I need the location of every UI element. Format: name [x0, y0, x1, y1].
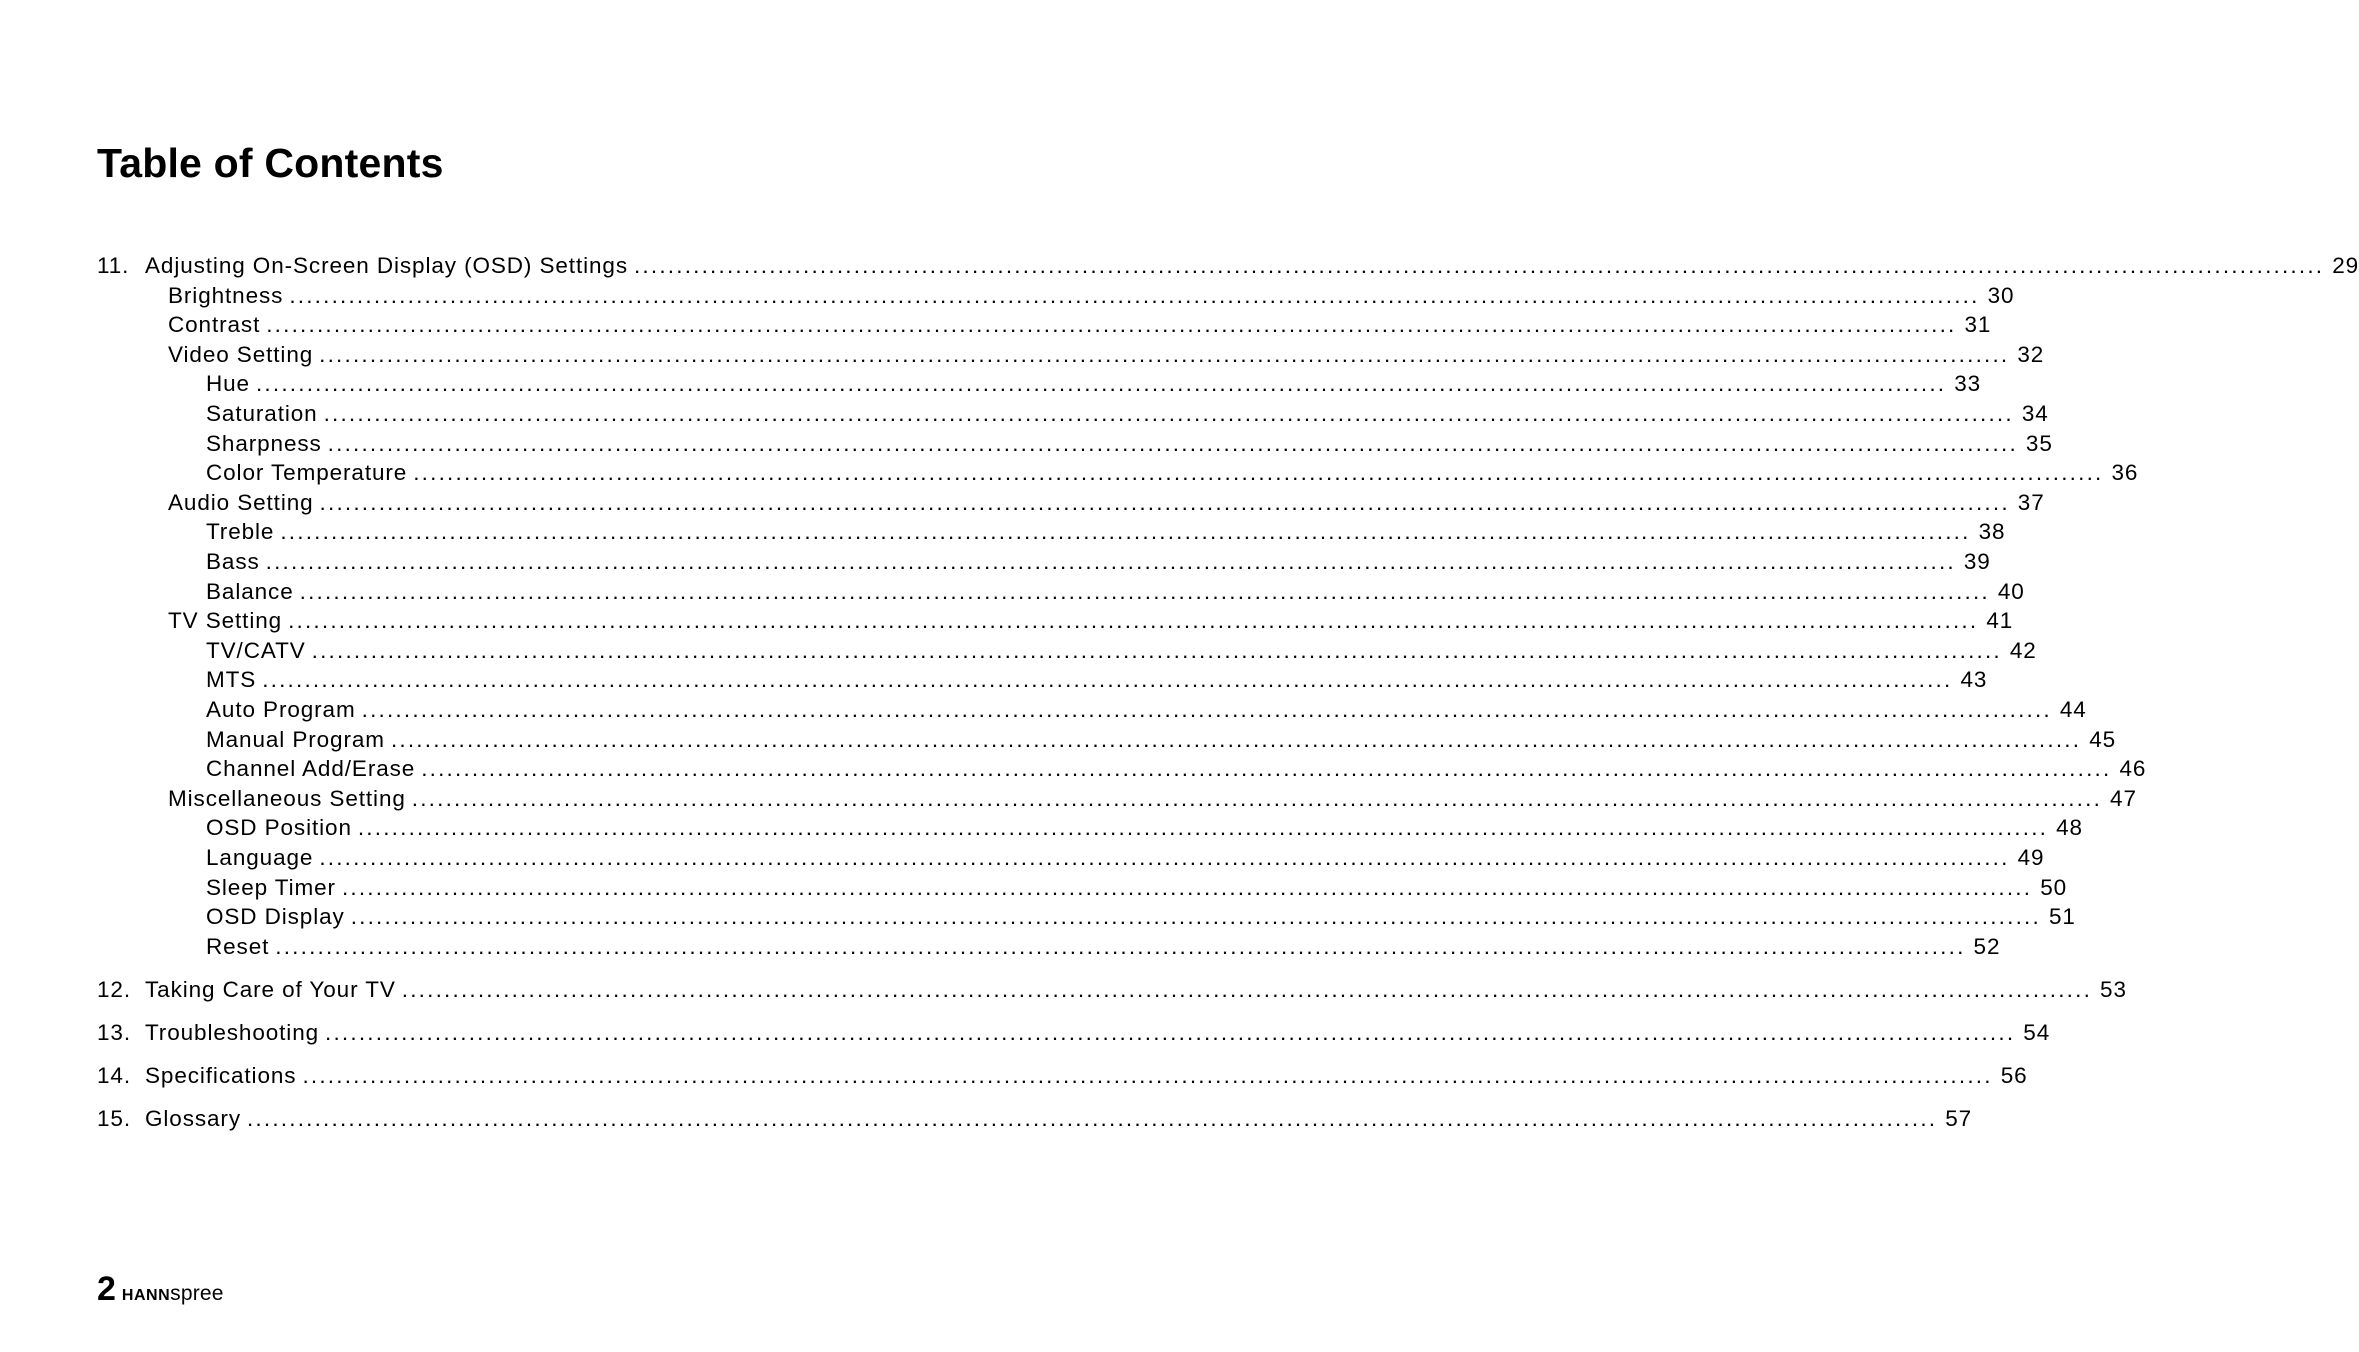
- toc-entry-page-number: 34: [2021, 401, 2049, 426]
- toc-entry-page-number: 49: [2017, 845, 2045, 870]
- footer-page-number: 2: [97, 1270, 116, 1308]
- toc-dot-leader: ........................................................................................................................................................................................................: [401, 976, 2093, 1002]
- toc-entry[interactable]: [206, 577, 2025, 607]
- toc-entry[interactable]: [168, 310, 1992, 340]
- toc-dot-leader: ........................................................................................................................................................................................................: [319, 489, 2010, 515]
- toc-entry-page-number: 46: [2119, 756, 2147, 782]
- toc-entry[interactable]: [206, 517, 2006, 547]
- toc-entry-page-number: 30: [1987, 282, 2015, 308]
- toc-entry[interactable]: [206, 369, 1982, 399]
- toc-entry[interactable]: [168, 606, 2014, 636]
- toc-entry-label: Color Temperature: [206, 460, 408, 486]
- toc-dot-leader: ........................................................................................................................................................................................................: [357, 815, 2049, 841]
- toc-entry-number: 12.: [97, 976, 131, 1002]
- toc-entry-number: 14.: [97, 1063, 131, 1089]
- toc-dot-leader: ........................................................................................................................................................................................................: [319, 845, 2010, 870]
- toc-entry-page-number: 39: [1963, 549, 1991, 574]
- toc-dot-leader: ........................................................................................................................................................................................................: [361, 697, 2052, 722]
- toc-entry-label: Bass: [206, 549, 260, 574]
- toc-dot-leader: ........................................................................................................................................................................................................: [255, 371, 1947, 397]
- toc-entry[interactable]: [206, 429, 2053, 459]
- toc-dot-leader: ........................................................................................................................................................................................................: [280, 519, 1971, 545]
- toc-entry-page-number: 38: [1978, 519, 2006, 545]
- toc-entry-page-number: 47: [2110, 785, 2137, 811]
- page-title: Table of Contents: [97, 140, 444, 186]
- toc-entry-label: Contrast: [168, 312, 261, 338]
- toc-entry-label: Balance: [206, 578, 294, 604]
- toc-dot-leader: ........................................................................................................................................................................................................: [323, 401, 2014, 426]
- toc-entry-page-number: 31: [1964, 312, 1992, 338]
- toc-entry-label: TV/CATV: [206, 637, 306, 663]
- toc-dot-leader: ........................................................................................................................................................................................................: [319, 341, 2010, 367]
- toc-entry-label: OSD Position: [206, 815, 352, 841]
- toc-entry-label: Specifications: [145, 1063, 297, 1089]
- toc-entry[interactable]: [168, 340, 2045, 370]
- toc-entry[interactable]: [97, 1061, 2028, 1091]
- toc-entry-page-number: 43: [1960, 667, 1988, 693]
- toc-entry-page-number: 45: [2089, 726, 2117, 752]
- toc-dot-leader: ........................................................................................................................................................................................................: [311, 637, 2002, 663]
- toc-dot-leader: ........................................................................................................................................................................................................: [633, 253, 2325, 278]
- hannspree-logo: [122, 1282, 224, 1308]
- toc-entry-label: MTS: [206, 667, 257, 693]
- toc-entry-page-number: 54: [2023, 1020, 2051, 1045]
- toc-entry[interactable]: [206, 813, 2083, 843]
- toc-entry-label: Miscellaneous Setting: [168, 785, 406, 811]
- toc-entry[interactable]: [206, 547, 1991, 577]
- toc-dot-leader: ........................................................................................................................................................................................................: [275, 933, 1966, 959]
- toc-dot-leader: ........................................................................................................................................................................................................: [325, 1020, 2016, 1045]
- toc-entry-label: Channel Add/Erase: [206, 756, 416, 782]
- toc-entry-page-number: 35: [2025, 430, 2053, 456]
- toc-entry-page-number: 57: [1945, 1106, 1973, 1132]
- toc-entry-page-number: 41: [1986, 608, 2014, 634]
- toc-entry-page-number: 44: [2059, 697, 2087, 722]
- toc-entry[interactable]: [97, 251, 2359, 281]
- toc-entry-page-number: 29: [2332, 253, 2359, 278]
- toc-entry[interactable]: [206, 902, 2076, 932]
- toc-entry-label: Auto Program: [206, 697, 356, 722]
- toc-entry-number: 13.: [97, 1020, 131, 1045]
- brand-light-part: spree: [170, 1282, 224, 1305]
- toc-entry[interactable]: [168, 488, 2045, 518]
- toc-entry[interactable]: [206, 695, 2087, 725]
- toc-entry[interactable]: [206, 873, 2068, 903]
- toc-entry-label: Sleep Timer: [206, 874, 336, 900]
- toc-entry-label: Saturation: [206, 401, 318, 426]
- toc-dot-leader: ........................................................................................................................................................................................................: [350, 904, 2041, 930]
- toc-entry-label: Taking Care of Your TV: [145, 976, 396, 1002]
- toc-entry-page-number: 50: [2040, 874, 2068, 900]
- toc-entry-label: Audio Setting: [168, 489, 314, 515]
- toc-entry-page-number: 53: [2100, 976, 2127, 1002]
- toc-entry[interactable]: [206, 636, 2037, 666]
- toc-dot-leader: ........................................................................................................................................................................................................: [246, 1106, 1938, 1132]
- toc-dot-leader: ........................................................................................................................................................................................................: [327, 430, 2018, 456]
- toc-entry-page-number: 40: [1997, 578, 2025, 604]
- toc-dot-leader: ........................................................................................................................................................................................................: [265, 549, 1956, 574]
- toc-dot-leader: ........................................................................................................................................................................................................: [302, 1063, 1993, 1089]
- toc-dot-leader: ........................................................................................................................................................................................................: [266, 312, 1957, 338]
- toc-entry-label: OSD Display: [206, 904, 345, 930]
- toc-entry-number: 15.: [97, 1106, 131, 1132]
- toc-dot-leader: ........................................................................................................................................................................................................: [390, 726, 2082, 752]
- toc-entry-page-number: 32: [2017, 341, 2045, 367]
- toc-entry-label: Sharpness: [206, 430, 322, 456]
- toc-dot-leader: ........................................................................................................................................................................................................: [289, 282, 1980, 308]
- toc-entry-label: Language: [206, 845, 314, 870]
- toc-dot-leader: ........................................................................................................................................................................................................: [288, 608, 1979, 634]
- brand-bold-part: HANN: [121, 1287, 171, 1304]
- toc-entry-label: Reset: [206, 933, 270, 959]
- toc-entry[interactable]: [168, 784, 2137, 814]
- toc-dot-leader: ........................................................................................................................................................................................................: [413, 460, 2104, 486]
- toc-entry[interactable]: [97, 975, 2127, 1005]
- toc-dot-leader: ........................................................................................................................................................................................................: [341, 874, 2033, 900]
- toc-entry-label: Hue: [206, 371, 250, 397]
- toc-entry-page-number: 51: [2048, 904, 2076, 930]
- toc-entry-number: 11.: [97, 253, 130, 278]
- toc-entry-page-number: 42: [2009, 637, 2037, 663]
- toc-entry-label: Glossary: [145, 1106, 241, 1132]
- toc-entry[interactable]: [97, 1104, 1973, 1134]
- toc-entry[interactable]: [168, 281, 2015, 311]
- toc-entry-label: Manual Program: [206, 726, 385, 752]
- toc-entry-page-number: 33: [1954, 371, 1982, 397]
- toc-entry[interactable]: [206, 932, 2001, 962]
- toc-entry-label: Treble: [206, 519, 275, 545]
- toc-entry-label: TV Setting: [168, 608, 283, 634]
- toc-entry-page-number: 52: [1973, 933, 2001, 959]
- toc-entry-label: Video Setting: [168, 341, 314, 367]
- toc-entry-label: Brightness: [168, 282, 284, 308]
- toc-entry[interactable]: [97, 1018, 2051, 1048]
- toc-entry-page-number: 36: [2111, 460, 2139, 486]
- toc-dot-leader: ........................................................................................................................................................................................................: [262, 667, 1953, 693]
- toc-entry-page-number: 48: [2056, 815, 2083, 841]
- page-footer: [97, 1270, 224, 1308]
- toc-entry[interactable]: [206, 725, 2117, 755]
- toc-entry[interactable]: [206, 399, 2049, 429]
- toc-entry[interactable]: [206, 754, 2147, 784]
- toc-dot-leader: ........................................................................................................................................................................................................: [421, 756, 2112, 782]
- toc-entry-page-number: 56: [2000, 1063, 2028, 1089]
- toc-entry[interactable]: [206, 843, 2045, 873]
- toc-entry[interactable]: [206, 458, 2139, 488]
- toc-dot-leader: ........................................................................................................................................................................................................: [411, 785, 2103, 811]
- toc-entry[interactable]: [206, 665, 1988, 695]
- toc-entry-page-number: 37: [2017, 489, 2045, 515]
- toc-dot-leader: ........................................................................................................................................................................................................: [299, 578, 1990, 604]
- toc-entry-label: Troubleshooting: [145, 1020, 320, 1045]
- toc-entry-label: Adjusting On-Screen Display (OSD) Settings: [145, 253, 628, 278]
